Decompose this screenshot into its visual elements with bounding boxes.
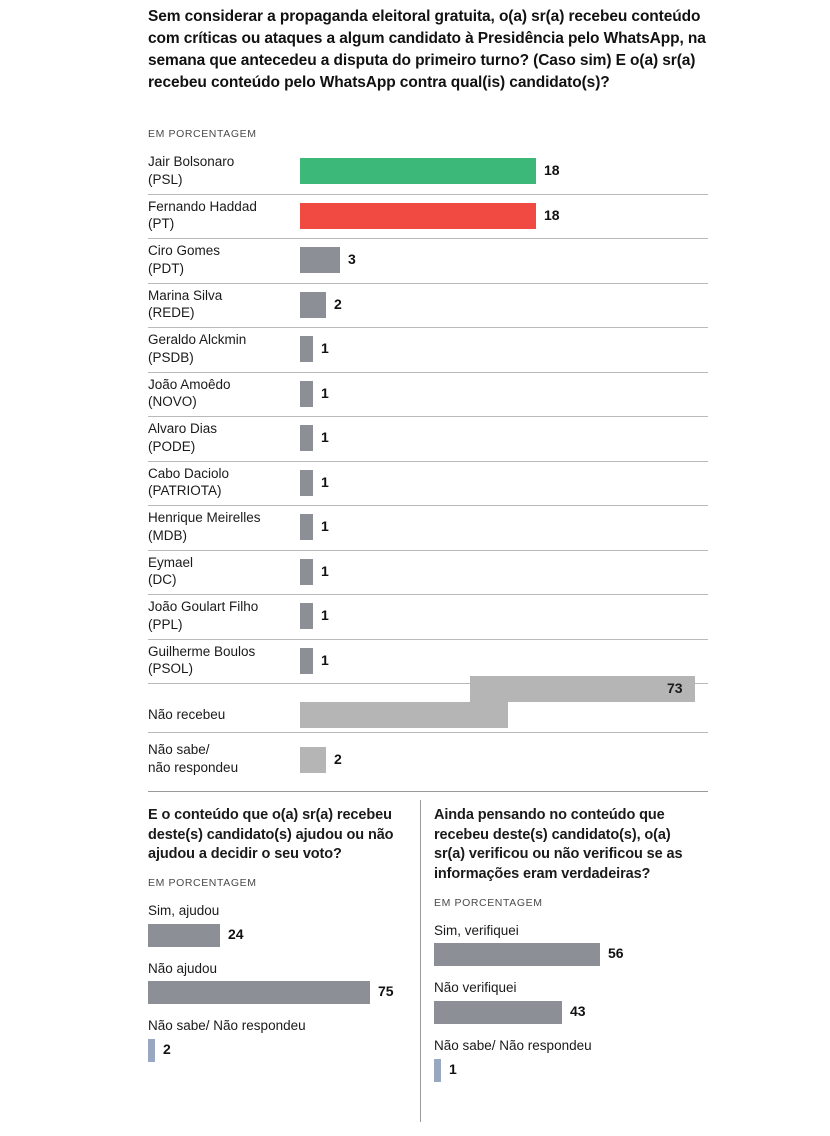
bar-value: 1 <box>321 473 329 490</box>
bar-value: 1 <box>321 384 329 401</box>
panel-title: Ainda pensando no conteúdo que recebeu deste(s) candidato(s), o(a) sr(a) verificou ou não verificou se as informações eram verdadeiras? <box>434 807 683 883</box>
bar-container <box>300 603 708 629</box>
bar-container <box>300 747 708 773</box>
candidate-name: Ciro Gomes <box>148 243 221 258</box>
bar-label <box>148 198 298 234</box>
bar-value: 1 <box>449 1060 457 1077</box>
bar-label <box>148 509 298 545</box>
bar-container <box>300 514 708 540</box>
panel-item-sim-verifiquei <box>434 922 696 967</box>
bar <box>300 747 326 773</box>
bar-value: 1 <box>321 562 329 579</box>
candidate-name: Alvaro Dias <box>148 421 218 436</box>
panel-unit-label: EM PORCENTAGEM <box>434 896 543 909</box>
bar-value: 18 <box>544 206 560 223</box>
bar-row-cabo-daciolo <box>148 462 708 507</box>
item-label: Não sabe/ Não respondeu <box>148 1018 306 1034</box>
bar-row-alckmin <box>148 328 708 373</box>
bar-segment-top <box>470 676 695 702</box>
bar <box>300 292 326 318</box>
label-line-2: não respondeu <box>148 759 239 775</box>
bar-value: 1 <box>321 651 329 668</box>
bar-segment-bottom <box>300 702 508 728</box>
bar-value: 1 <box>321 429 329 445</box>
candidate-party: (PODE) <box>148 438 196 454</box>
bar-value: 43 <box>570 1002 586 1019</box>
bar-container <box>434 1059 696 1082</box>
bar-label <box>148 554 298 590</box>
panel-item-nao-sabe <box>148 1017 410 1062</box>
candidate-party: (PPL) <box>148 616 183 632</box>
bar-row-bolsonaro <box>148 150 708 195</box>
candidate-name: João Amoêdo <box>148 376 231 392</box>
panel-item-nao-verifiquei <box>434 979 696 1024</box>
bar-value: 1 <box>321 518 329 534</box>
candidate-party: (MDB) <box>148 527 187 543</box>
bar <box>148 981 370 1004</box>
main-bar-chart <box>148 150 708 783</box>
bar-label <box>148 242 298 278</box>
bar-value: 2 <box>163 1040 171 1057</box>
candidate-party: (PDT) <box>148 260 184 276</box>
bar-row-goulart-filho <box>148 595 708 640</box>
candidate-name: Cabo Daciolo <box>148 465 230 481</box>
bar-row-amoedo <box>148 373 708 418</box>
bar-value: 18 <box>544 162 560 178</box>
bar <box>434 1001 562 1024</box>
bar <box>148 1039 155 1062</box>
bar-container <box>300 381 708 407</box>
bar <box>434 943 600 966</box>
bar-label <box>148 376 298 412</box>
bar-container <box>148 1039 410 1062</box>
bar <box>300 381 313 407</box>
bar-row-alvaro-dias <box>148 417 708 462</box>
bar-row-nao-recebeu <box>148 680 708 733</box>
bar-container <box>434 1001 696 1024</box>
candidate-name: Eymael <box>148 554 194 570</box>
bar-value: 1 <box>321 340 329 356</box>
bar-container <box>148 924 410 947</box>
bar <box>300 514 313 540</box>
panel-vote-decision <box>148 806 410 1062</box>
candidate-name: Geraldo Alckmin <box>148 332 247 347</box>
bar <box>300 648 313 674</box>
item-label: Não verifiquei <box>434 980 517 996</box>
candidate-party: (PSDB) <box>148 349 194 365</box>
bar-container <box>300 247 708 273</box>
bar <box>300 603 313 629</box>
bar-label <box>148 153 298 189</box>
bar-container <box>300 158 708 184</box>
panel-unit-label: EM PORCENTAGEM <box>148 877 257 890</box>
panel-verification <box>434 806 696 1082</box>
label-line-1: Não sabe/ <box>148 742 210 757</box>
bar-container <box>148 981 410 1004</box>
candidate-party: (PATRIOTA) <box>148 483 222 499</box>
vertical-divider <box>420 800 421 1122</box>
panel-item-nao-sabe <box>434 1037 696 1082</box>
bar-value: 75 <box>378 983 394 1000</box>
candidate-party: (REDE) <box>148 305 195 321</box>
bar-container <box>300 292 708 318</box>
bar-label <box>148 331 298 367</box>
candidate-name: Jair Bolsonaro <box>148 154 235 169</box>
item-label: Sim, verifiquei <box>434 922 519 938</box>
bar-value: 3 <box>348 251 356 267</box>
candidate-party: (PSL) <box>148 171 183 187</box>
candidate-name: Fernando Haddad <box>148 198 257 214</box>
candidate-name: Guilherme Boulos <box>148 643 256 659</box>
bar-label: Não recebeu <box>148 707 226 722</box>
candidate-party: (PT) <box>148 216 175 232</box>
bar-container <box>300 336 708 362</box>
bar-value: 73 <box>667 680 683 696</box>
bar-label <box>148 420 298 456</box>
bar-label <box>148 287 298 323</box>
bar <box>300 203 536 229</box>
bar-value: 1 <box>321 607 329 623</box>
bar-value: 24 <box>228 925 244 942</box>
bar-value: 2 <box>334 295 342 312</box>
bar-label <box>148 741 298 777</box>
panel-title: E o conteúdo que o(a) sr(a) recebeu deste(s) candidato(s) ajudou ou não ajudou a decidir o seu voto? <box>148 807 394 863</box>
bar-value: 56 <box>608 945 624 962</box>
bar <box>300 425 313 451</box>
main-unit-label: EM PORCENTAGEM <box>148 128 257 140</box>
horizontal-divider <box>148 791 708 792</box>
bar <box>300 470 313 496</box>
bar <box>434 1059 441 1082</box>
candidate-party: (NOVO) <box>148 394 197 410</box>
bar-container <box>434 943 696 966</box>
bar-label <box>148 465 298 501</box>
item-label: Sim, ajudou <box>148 903 220 919</box>
bar-container <box>300 203 708 229</box>
candidate-name: Henrique Meirelles <box>148 510 261 525</box>
bar-label <box>148 643 298 679</box>
candidate-name: Marina Silva <box>148 287 223 303</box>
panel-item-sim-ajudou <box>148 902 410 947</box>
bar-container <box>300 648 708 674</box>
panel-item-nao-ajudou <box>148 960 410 1005</box>
page-title: Sem considerar a propaganda eleitoral gratuita, o(a) sr(a) recebeu conteúdo com críticas ou ataques a algum candidato à Presidência pelo WhatsApp, na semana que antecedeu a disputa do primeiro turno? (Caso sim) E o(a) sr(a) recebeu conteúdo pelo WhatsApp contra qual(is) candidato(s)? <box>148 8 706 91</box>
bar <box>300 336 313 362</box>
bar-row-nao-sabe <box>148 733 708 783</box>
bar <box>300 559 313 585</box>
bar-row-meirelles <box>148 506 708 551</box>
bar-container <box>300 559 708 585</box>
bar-row-haddad <box>148 195 708 240</box>
bar-row-eymael <box>148 551 708 596</box>
item-label: Não ajudou <box>148 960 218 976</box>
candidate-name: João Goulart Filho <box>148 599 259 614</box>
candidate-party: (PSOL) <box>148 661 194 677</box>
bar-label <box>148 598 298 634</box>
bar-row-ciro-gomes <box>148 239 708 284</box>
bar <box>148 924 220 947</box>
bar-row-marina-silva <box>148 284 708 329</box>
candidate-party: (DC) <box>148 572 177 588</box>
bar-container <box>300 470 708 496</box>
item-label: Não sabe/ Não respondeu <box>434 1037 592 1053</box>
bar <box>300 247 340 273</box>
bar-value: 2 <box>334 751 342 767</box>
bar <box>300 158 536 184</box>
bar-container <box>300 425 708 451</box>
